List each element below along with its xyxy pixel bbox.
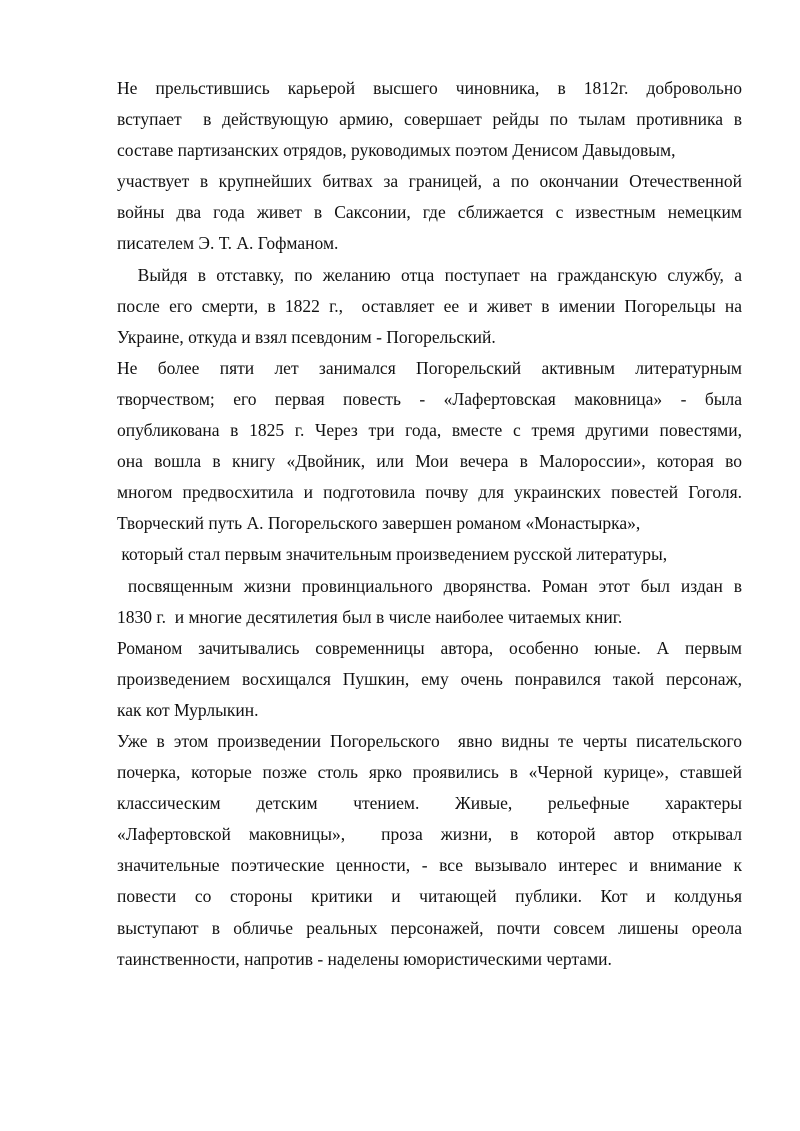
text-line: писателем Э. Т. А. Гофманом. <box>117 233 339 254</box>
text-line: вступает в действующую армию, совершает рейды по тылам противника в <box>117 109 742 130</box>
text-line: классическим детским чтением. Живые, рельефные характеры <box>117 793 742 814</box>
text-line: повести со стороны критики и читающей публики. Кот и колдунья <box>117 886 742 907</box>
text-line: войны два года живет в Саксонии, где сближается с известным немецким <box>117 202 742 223</box>
text-line: почерка, которые позже столь ярко проявились в «Черной курице», ставшей <box>117 762 742 783</box>
text-line: участвует в крупнейших битвах за границей, а по окончании Отечественной <box>117 171 742 192</box>
text-line: опубликована в 1825 г. Через три года, вместе с тремя другими повестями, <box>117 420 742 441</box>
text-line: Не более пяти лет занимался Погорельский активным литературным <box>117 357 742 378</box>
text-line: посвященным жизни провинциального дворянства. Роман этот был издан в <box>117 575 742 596</box>
text-line: она вошла в книгу «Двойник, или Мои вечера в Малороссии», которая во <box>117 451 742 472</box>
text-line: как кот Мурлыкин. <box>117 699 259 720</box>
text-line: Украине, откуда и взял псевдоним - Погорельский. <box>117 326 496 347</box>
text-line: произведением восхищался Пушкин, ему очень понравился такой персонаж, <box>117 668 742 689</box>
text-line: Романом зачитывались современницы автора, особенно юные. А первым <box>117 637 742 658</box>
text-line: Уже в этом произведении Погорельского явно видны те черты писательского <box>117 730 742 751</box>
text-line: многом предвосхитила и подготовила почву для украинских повестей Гоголя. <box>117 482 742 503</box>
text-line: Творческий путь А. Погорельского завершен романом «Монастырка», <box>117 513 641 534</box>
text-line: Выйдя в отставку, по желанию отца поступает на гражданскую службу, а <box>117 264 742 285</box>
text-line: значительные поэтические ценности, - все вызывало интерес и внимание к <box>117 855 742 876</box>
body-text <box>117 73 742 975</box>
text-line: после его смерти, в 1822 г., оставляет ее и живет в имении Погорельцы на <box>117 295 742 316</box>
text-line: «Лафертовской маковницы», проза жизни, в которой автор открывал <box>117 824 742 845</box>
text-line: составе партизанских отрядов, руководимых поэтом Денисом Давыдовым, <box>117 140 676 161</box>
text-line: таинственности, напротив - наделены юмористическими чертами. <box>117 948 612 969</box>
text-line: Не прельстившись карьерой высшего чиновника, в 1812г. добровольно <box>117 78 742 98</box>
text-line: 1830 г. и многие десятилетия был в числе наиболее читаемых книг. <box>117 606 623 627</box>
text-line: творчеством; его первая повесть - «Лафертовская маковница» - была <box>117 388 742 409</box>
text-line: выступают в обличье реальных персонажей, почти совсем лишены ореола <box>117 917 742 938</box>
text-line: который стал первым значительным произведением русской литературы, <box>117 544 668 565</box>
